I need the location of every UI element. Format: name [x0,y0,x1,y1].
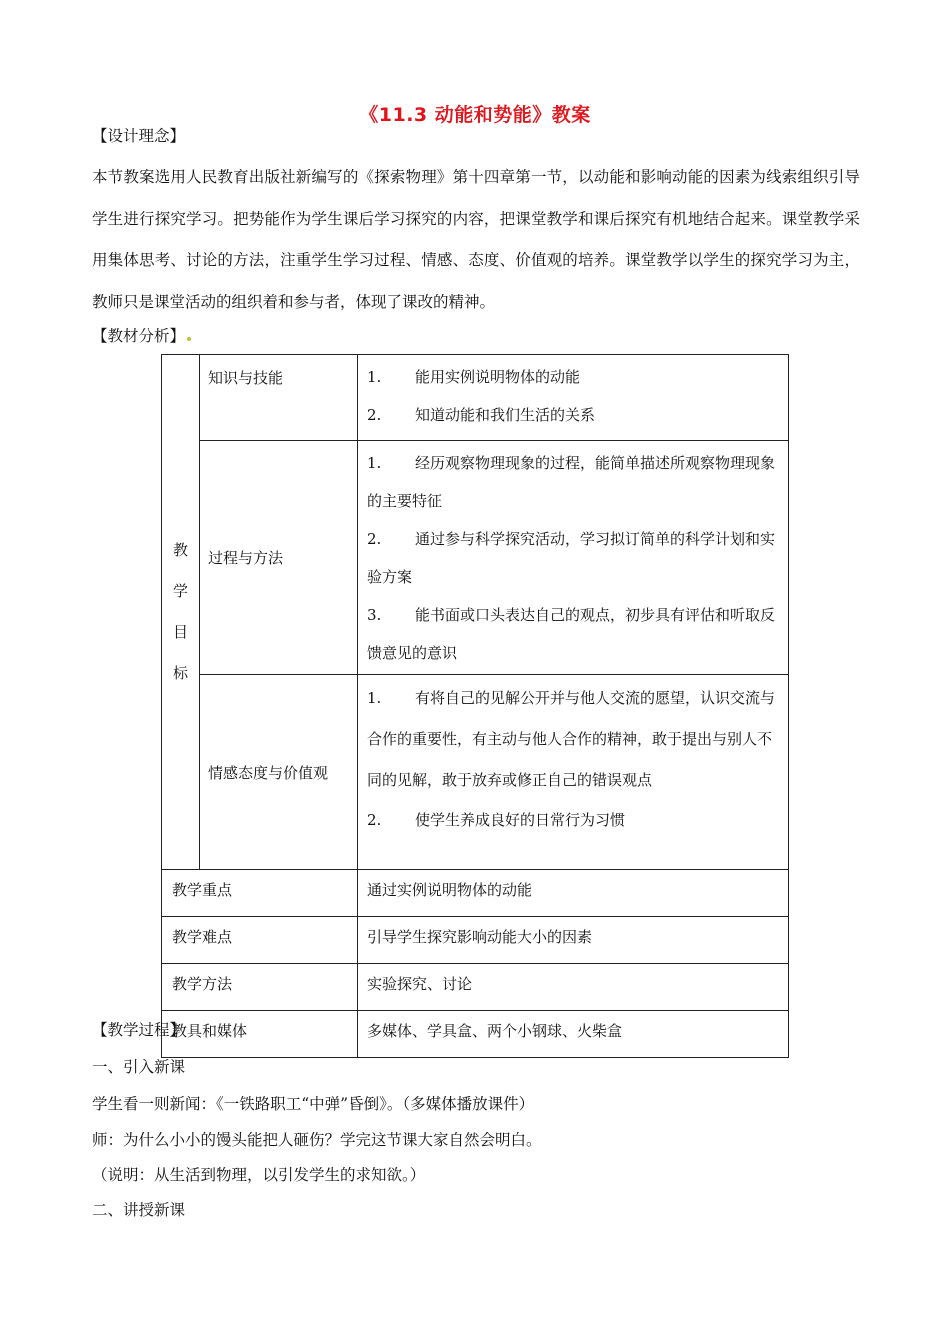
goal-items-knowledge [358,355,789,441]
row-media [162,1011,789,1058]
process-line: 师：为什么小小的馒头能把人砸伤？学完这节课大家自然会明白。 [92,1131,542,1149]
design-paragraph: 本节教案选用人民教育出版社新编写的《探索物理》第十四章第一节，以动能和影响动能的因素为线索组织引导学生进行探究学习。把势能作为学生课后学习探究的内容，把课堂教学和课后探究有机地结合起来。课堂教学采用集体思考、讨论的方法，注重学生学习过程、情感、态度、价值观的培养。课堂教学以学生的探究学习为主，教师只是课堂活动的组织着和参与者，体现了课改的精神。 [92,168,860,311]
goal-item: 3. 能书面或口头表达自己的观点，初步具有评估和听取反馈意见的意识 [367,606,776,662]
goal-label-knowledge: 知识与技能 [200,355,358,441]
goal-label-char: 目 [172,623,188,641]
goal-label-attitude: 情感态度与价值观 [200,675,358,870]
row-label: 教学重点 [162,870,358,917]
row-label: 教具和媒体 [162,1011,358,1058]
goal-label-char: 标 [172,664,188,682]
process-heading: 【教学过程】 [92,1021,186,1039]
goal-row-process [162,441,789,675]
analysis-heading-text: 【教材分析】 [92,327,186,345]
row-label: 教学方法 [162,964,358,1011]
row-value: 引导学生探究影响动能大小的因素 [358,917,789,964]
goal-row-knowledge [162,355,789,441]
row-value: 实验探究、讨论 [358,964,789,1011]
goal-item: 1. 经历观察物理现象的过程，能简单描述所观察物理现象的主要特征 [367,454,776,510]
goal-vertical-label [162,355,200,870]
goal-row-attitude [162,675,789,870]
goal-items-attitude [358,675,789,870]
process-line: 一、引入新课 [92,1058,186,1076]
goal-item: 2. 通过参与科学探究活动，学习拟订简单的科学计划和实验方案 [367,530,776,586]
row-difficulty [162,917,789,964]
row-value: 通过实例说明物体的动能 [358,870,789,917]
process-line: （说明：从生活到物理，以引发学生的求知欲。） [92,1166,426,1184]
goal-item: 1. 能用实例说明物体的动能 [367,368,581,386]
goal-item: 1. 有将自己的见解公开并与他人交流的愿望，认识交流与合作的重要性，有主动与他人合作的精神，敢于提出与别人不同的见解，敢于放弃或修正自己的错误观点 [367,689,776,789]
goal-items-process [358,441,789,675]
process-line: 学生看一则新闻：《一铁路职工“中弹”昏倒》。（多媒体播放课件） [92,1095,535,1113]
row-value: 多媒体、学具盒、两个小钢球、火柴盒 [358,1011,789,1058]
row-method [162,964,789,1011]
teaching-goals-table [161,354,789,1058]
marker-dot-icon [187,337,191,341]
process-line: 二、讲授新课 [92,1201,186,1219]
goal-label-char: 教 [172,541,188,559]
design-heading: 【设计理念】 [92,127,186,145]
goal-label-process: 过程与方法 [200,441,358,675]
goal-label-char: 学 [172,582,188,600]
row-label: 教学难点 [162,917,358,964]
goal-item: 2. 知道动能和我们生活的关系 [367,406,596,424]
page-title: 《11.3 动能和势能》教案 [359,104,591,126]
analysis-heading [92,324,191,346]
goal-item: 2. 使学生养成良好的日常行为习惯 [367,811,626,829]
row-key-point [162,870,789,917]
